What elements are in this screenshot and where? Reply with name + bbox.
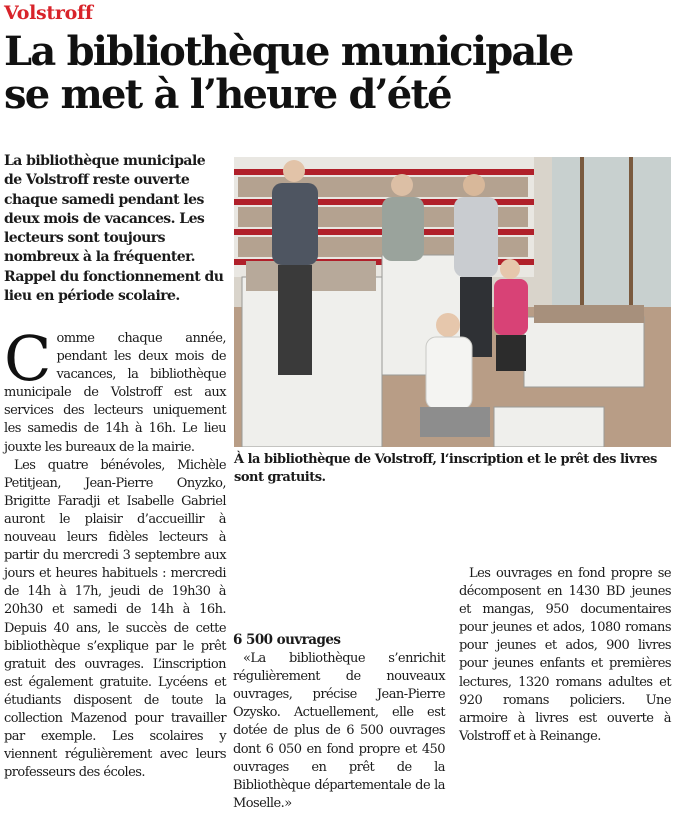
article-column-3 — [459, 511, 671, 746]
library-scene-illustration — [234, 157, 671, 447]
library-photo — [234, 157, 671, 447]
paragraph-quote: «La bibliothèque s’enrichit régulièrement de nouveaux ouvrages, précise Jean-Pierre Ozysko. Actuellement, elle est dotée de plus de 6 500 ouvrages dont 6 050 en fond propre et 450 ouvrages en prêt de la Bibliothèque départementale de la Moselle.» — [233, 651, 445, 811]
headline-line-2: se met à l’heure d’été — [4, 71, 451, 118]
drop-cap: C — [4, 322, 52, 395]
article-headline — [4, 30, 672, 116]
photo-caption: À la bibliothèque de Volstroff, l‘inscription et le prêt des livres sont gratuits. — [234, 452, 657, 485]
paragraph-intro — [4, 322, 226, 457]
paragraph-intro-text: omme chaque année, pendant les deux mois de vacances, la bibliothèque municipale de Volstroff est aux services des lecteurs uniquement les samedis de 14h à 16h. Le lieu jouxte les bureaux de la mairie. — [4, 331, 226, 455]
paragraph-collection: Les ouvrages en fond propre se décomposent en 1430 BD jeunes et mangas, 950 documentaires pour jeunes et ados, 1080 romans pour jeunes et ados, 900 livres pour jeunes enfants et premières lectures, 1320 romans adultes et 920 romans policiers. Une armoire à livres est ouverte à Volstroff et à Reinange. — [459, 566, 671, 744]
article-column-2 — [233, 511, 445, 813]
article-column-1 — [4, 322, 226, 782]
headline-line-1: La bibliothèque municipale — [4, 28, 573, 75]
paragraph-volunteers: Les quatre bénévoles, Michèle Petitjean, Jean-Pierre Onyzko, Brigitte Faradji et Isabelle Gabriel auront le plaisir d’accueillir à nouveau leurs fidèles lecteurs à partir du mercredi 3 septembre aux jours et heures habituels : mercredi de 14h à 17h, jeudi de 19h30 à 20h30 et samedi de 14h à 16h. Depuis 40 ans, le succès de cette bibliothèque s’explique par le prêt gratuit des ouvrages. L’inscription est également gratuite. Lycéens et étudiants disposent de toute la collection Mazenod pour travailler par exemple. Les scolaires y viennent régulièrement avec leurs professeurs des écoles. — [4, 457, 226, 781]
article-lede: La bibliothèque municipale de Volstroff reste ouverte chaque samedi pendant les deux mois de vacances. Les lecteurs sont toujours nombreux à la fréquenter. Rappel du fonctionnement du lieu en période scolaire. — [4, 153, 224, 305]
subhead-ouvrages: 6 500 ouvrages — [233, 632, 341, 648]
section-kicker: Volstroff — [4, 2, 93, 24]
